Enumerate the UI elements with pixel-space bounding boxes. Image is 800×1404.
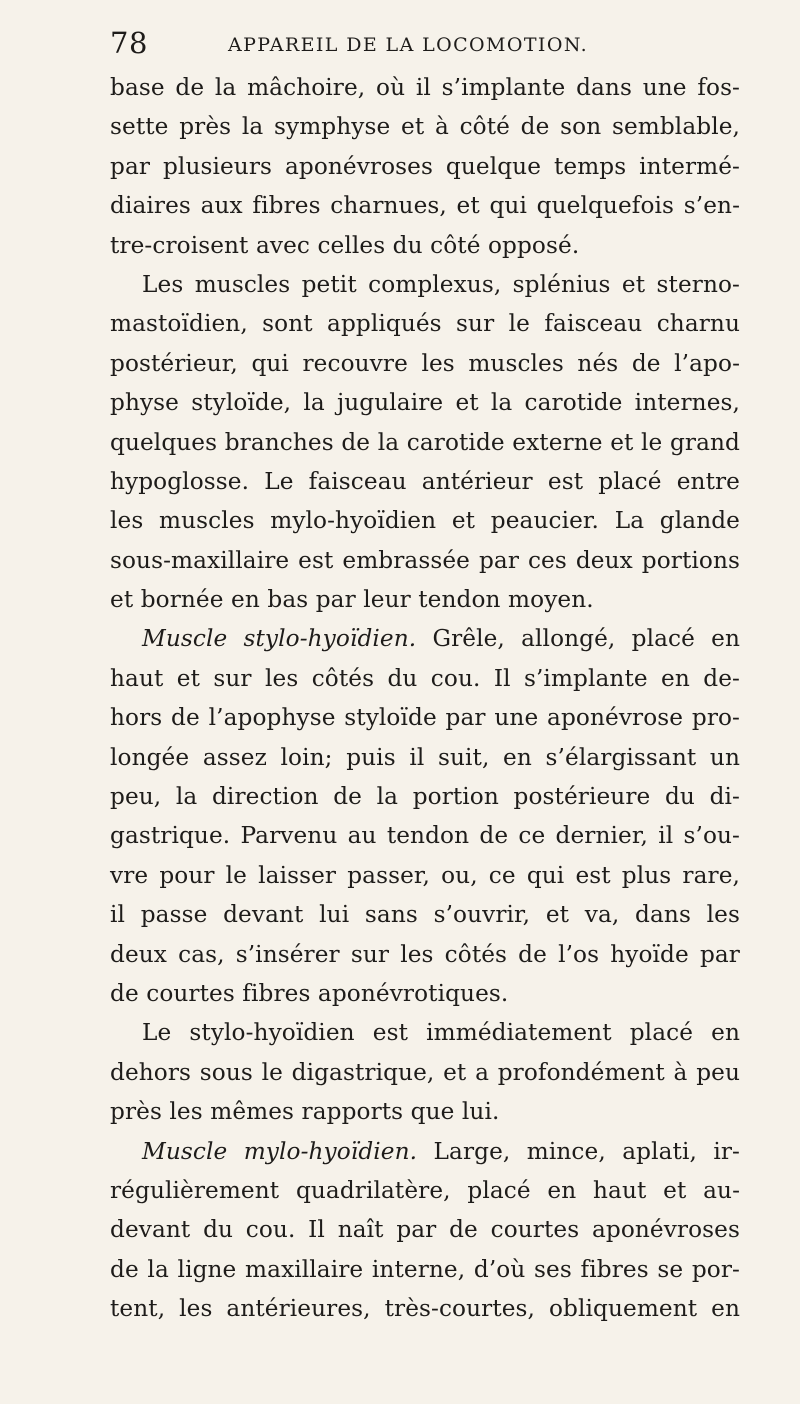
text-line: de courtes fibres aponévrotiques. [110,979,509,1007]
text-line: sous-maxillaire est embrassée par ces deux portions [110,546,740,574]
text-line: haut et sur les côtés du cou. Il s’implante en de- [110,664,740,692]
text-line: mastoïdien, sont appliqués sur le faisceau charnu [110,310,740,338]
text-line: et bornée en bas par leur tendon moyen. [110,586,594,614]
text-line: près les mêmes rapports que lui. [110,1098,500,1126]
text-line: régulièrement quadrilatère, placé en haut et au- [110,1176,740,1204]
text-line: tre-croisent avec celles du côté opposé. [110,231,580,259]
running-head: APPAREIL DE LA LOCOMOTION. [228,34,589,56]
mylo-hyoid-heading: Muscle mylo-hyoïdien. [142,1137,418,1165]
page-header [110,26,730,62]
body-text [110,68,740,1329]
text-line: sette près la symphyse et à côté de son semblable, [110,113,740,141]
text-line: postérieur, qui recouvre les muscles nés de l’apo- [110,349,740,377]
stylo-hyoid-heading: Muscle stylo-hyoïdien. [142,625,417,653]
text-fragment: Large, mince, aplati, ir- [433,1137,740,1165]
page-number: 78 [110,26,148,60]
text-fragment: Grêle, allongé, placé en [432,625,740,653]
text-line: hors de l’apophyse styloïde par une aponévrose pro- [110,704,740,732]
text-line: hypoglosse. Le faisceau antérieur est placé entre [110,467,740,495]
section-heading-line [110,619,740,658]
text-line: devant du cou. Il naît par de courtes aponévroses [110,1216,740,1244]
text-line: quelques branches de la carotide externe et le grand [110,428,740,456]
text-line: longée assez loin; puis il suit, en s’élargissant un [110,743,740,771]
text-line: physe styloïde, la jugulaire et la carotide internes, [110,389,740,417]
text-line: Le stylo-hyoïdien est immédiatement placé en [142,1019,740,1047]
text-line: deux cas, s’insérer sur les côtés de l’os hyoïde par [110,940,740,968]
text-line: vre pour le laisser passer, ou, ce qui est plus rare, [110,861,740,889]
text-line: tent, les antérieures, très-courtes, obliquement en [110,1295,740,1323]
text-line: base de la mâchoire, où il s’implante dans une fos- [110,74,740,101]
section-heading-line [110,1132,740,1171]
text-line: de la ligne maxillaire interne, d’où ses fibres se por- [110,1255,740,1283]
text-line: peu, la direction de la portion postérieure du di- [110,783,740,811]
text-line: gastrique. Parvenu au tendon de ce dernier, il s’ou- [110,822,740,850]
text-line: Les muscles petit complexus, splénius et sterno- [142,270,740,298]
text-line: les muscles mylo-hyoïdien et peaucier. La glande [110,507,740,535]
text-line: il passe devant lui sans s’ouvrir, et va, dans les [110,901,740,929]
text-line: par plusieurs aponévroses quelque temps intermé- [110,152,740,180]
text-line: diaires aux fibres charnues, et qui quelquefois s’en- [110,192,740,220]
text-line: dehors sous le digastrique, et a profondément à peu [110,1058,740,1086]
